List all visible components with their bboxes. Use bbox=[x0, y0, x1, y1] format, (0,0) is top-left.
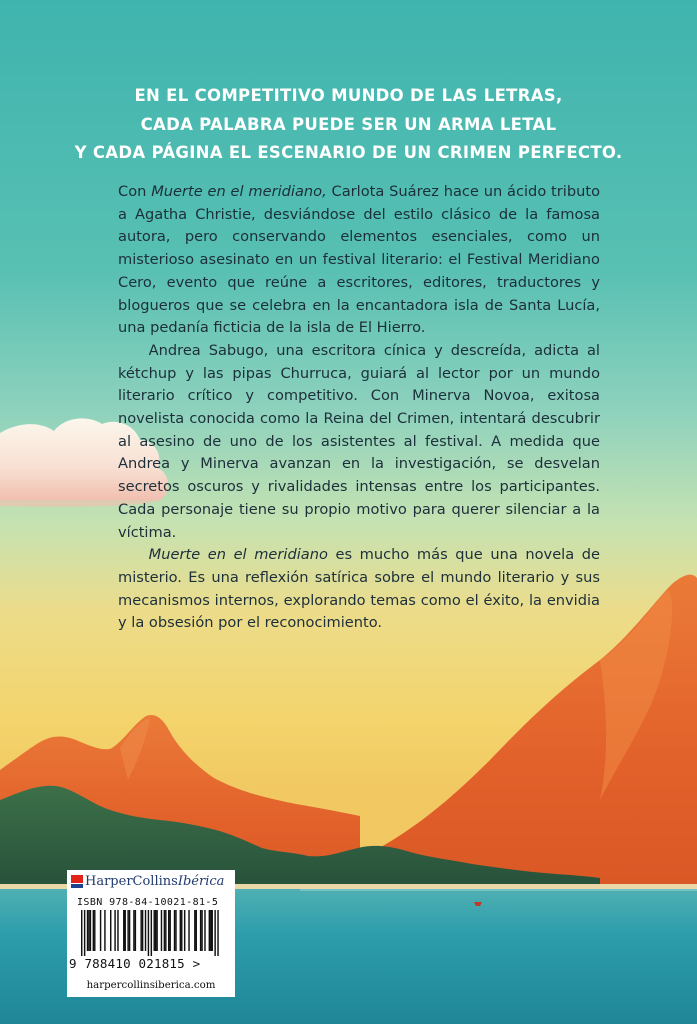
barcode-bar bbox=[127, 910, 128, 951]
tagline-line-2: CADA PALABRA PUEDE SER UN ARMA LETAL bbox=[140, 114, 557, 134]
barcode-bar bbox=[188, 910, 189, 951]
synopsis bbox=[118, 181, 600, 635]
barcode-bar bbox=[151, 910, 152, 956]
barcode-bar bbox=[165, 910, 166, 951]
barcode-bar bbox=[135, 910, 136, 951]
barcode-bar bbox=[217, 910, 218, 956]
synopsis-p1-text: Carlota Suárez hace un ácido tributo a Agatha Christie, desviándose del estilo clásico de la famosa autora, pero conservando elementos esenciales, como un misterioso asesinato en un festival literario: el Festival Meridiano Cero, evento que reúne a escritores, editores, traductores y blogueros que se celebra en la encantadora isla de Santa Lucía, una pedanía ficticia de la isla de El Hierro. bbox=[118, 183, 600, 337]
ean-barcode bbox=[77, 910, 225, 956]
synopsis-p3-text: es mucho más que una novela de misterio. Es una reflexión satírica sobre el mundo literario y sus mecanismos internos, explorando temas como el éxito, la envidia y la obsesión por el reconocimiento. bbox=[118, 546, 601, 632]
barcode-bar bbox=[169, 910, 170, 951]
barcode-bar bbox=[200, 910, 201, 951]
barcode-bar bbox=[140, 910, 141, 951]
barcode-bar bbox=[142, 910, 143, 951]
barcode-bar bbox=[90, 910, 91, 951]
barcode-bar bbox=[156, 910, 157, 951]
barcode-bar bbox=[125, 910, 126, 951]
barcode-bar bbox=[154, 910, 155, 951]
barcode-bar bbox=[175, 910, 176, 951]
barcode-bar bbox=[104, 910, 105, 951]
synopsis-p2-text: Andrea Sabugo, una escritora cínica y descreída, adicta al kétchup y las pipas Churruca, guiará al lector por un mundo literario crítico y competitivo. Con Minerva Novoa, exitosa novelista conocida como la Reina del Crimen, intentará descubrir al asesino de uno de los asistentes al festival. A medida que Andrea y Minerva avanzan en la investigación, se desvelan secretos oscuros y rivalidades intensas entre los participantes. Cada personaje tiene su propio motivo para querer silenciar a la víctima. bbox=[118, 341, 600, 541]
barcode-bar bbox=[210, 910, 211, 951]
barcode-bar bbox=[168, 910, 169, 951]
barcode-bar bbox=[212, 910, 213, 951]
publisher-name: HarperCollins bbox=[85, 873, 178, 889]
barcode-bar bbox=[204, 910, 205, 951]
barcode-bar bbox=[129, 910, 130, 951]
harpercollins-flame-icon bbox=[71, 875, 83, 888]
barcode-bar bbox=[88, 910, 89, 951]
synopsis-p1-prefix: Con bbox=[118, 183, 152, 200]
book-title-italic: Muerte en el meridiano bbox=[148, 546, 328, 564]
barcode-bar bbox=[174, 910, 175, 951]
publisher-logo bbox=[71, 873, 224, 889]
barcode-bar bbox=[84, 910, 85, 956]
barcode-bar bbox=[81, 910, 82, 956]
barcode-bar bbox=[181, 910, 182, 951]
barcode-bar bbox=[87, 910, 88, 951]
barcode-bar bbox=[114, 910, 115, 951]
barcode-bar bbox=[164, 910, 165, 951]
barcode-box bbox=[67, 870, 235, 997]
barcode-bar bbox=[94, 910, 95, 951]
publisher-website: harpercollinsiberica.com bbox=[86, 980, 216, 991]
barcode-bar bbox=[145, 910, 146, 951]
barcode-bar bbox=[201, 910, 202, 951]
barcode-bar bbox=[133, 910, 134, 951]
barcode-bar bbox=[100, 910, 101, 951]
tagline bbox=[0, 82, 697, 168]
synopsis-paragraph-2 bbox=[118, 340, 600, 544]
barcode-bar bbox=[161, 910, 162, 951]
barcode-bar bbox=[93, 910, 94, 951]
barcode-bar bbox=[194, 910, 195, 951]
ean-digits: 9 788410 021815 > bbox=[69, 956, 201, 971]
tagline-line-3: Y CADA PÁGINA EL ESCENARIO DE UN CRIMEN PERFECTO. bbox=[74, 143, 623, 162]
barcode-bar bbox=[117, 910, 118, 951]
barcode-bar bbox=[214, 910, 215, 956]
barcode-bar bbox=[209, 910, 210, 951]
barcode-bar bbox=[110, 910, 111, 951]
barcode-bar bbox=[148, 910, 149, 956]
tagline-line-1: EN EL COMPETITIVO MUNDO DE LAS LETRAS, bbox=[134, 86, 563, 105]
publisher-imprint: Ibérica bbox=[177, 873, 225, 889]
barcode-bar bbox=[184, 910, 185, 951]
barcode-bar bbox=[196, 910, 197, 951]
barcode-bar bbox=[123, 910, 124, 951]
synopsis-paragraph-3 bbox=[118, 544, 600, 635]
barcode-bar bbox=[155, 910, 156, 951]
isbn-label: ISBN 978-84-10021-81-5 bbox=[77, 897, 219, 908]
synopsis-paragraph-1 bbox=[118, 181, 600, 340]
barcode-bar bbox=[180, 910, 181, 951]
book-title-italic: Muerte en el meridiano, bbox=[151, 183, 327, 200]
